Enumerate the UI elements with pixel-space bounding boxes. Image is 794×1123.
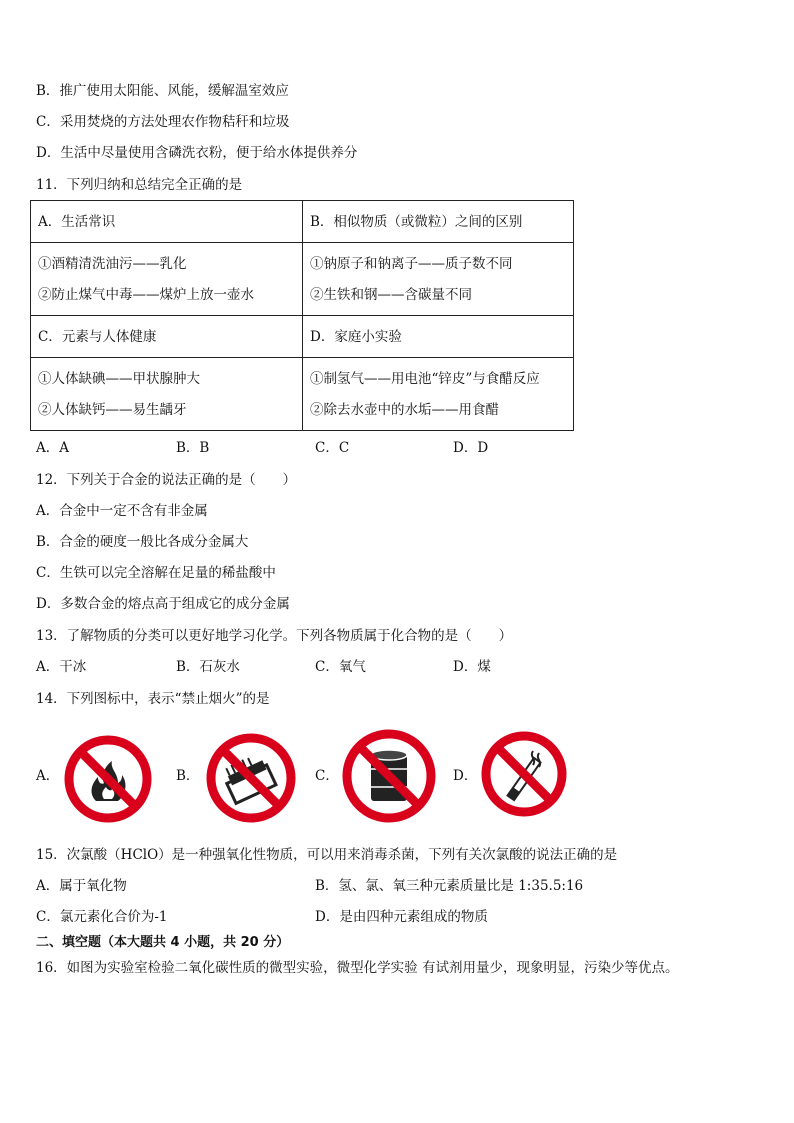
q11-stem: 11．下列归纳和总结完全正确的是 xyxy=(36,177,243,193)
q11-cell-a-head: A．生活常识 xyxy=(31,201,303,243)
q11-b-line2: ②生铁和钢——含碳量不同 xyxy=(310,286,472,303)
q10-option-c: C．采用焚烧的方法处理农作物秸秆和垃圾 xyxy=(36,114,290,130)
q15-option-a: A．属于氧化物 xyxy=(36,878,127,894)
q11-a-line1: ①酒精清洗油污——乳化 xyxy=(38,255,187,272)
q13-stem: 13．了解物质的分类可以更好地学习化学。下列各物质属于化合物的是（ ） xyxy=(36,628,513,644)
no-smoking-icon xyxy=(479,729,569,819)
q11-a-line2: ②防止煤气中毒——煤炉上放一壶水 xyxy=(38,286,254,303)
section-heading: 二、填空题（本大题共 4 小题，共 20 分） xyxy=(36,935,290,950)
q11-cell-d-head: D．家庭小实验 xyxy=(303,316,574,358)
q11-c-line2: ②人体缺钙——易生龋牙 xyxy=(38,401,187,418)
q11-d-line1: ①制氢气——用电池“锌皮”与食醋反应 xyxy=(310,370,540,387)
q13-option-c: C．氧气 xyxy=(315,659,366,675)
q14-option-b-label: B． xyxy=(176,768,200,784)
q14-option-d-label: D． xyxy=(453,768,478,784)
q11-option-a: A．A xyxy=(36,440,69,456)
q16-stem: 16．如图为实验室检验二氧化碳性质的微型实验，微型化学实验 有试剂用量少，现象明显，污染少等优点。 xyxy=(36,960,679,976)
q15-option-b: B．氢、氯、氧三种元素质量比是 1:35.5:16 xyxy=(315,878,584,894)
q11-option-b: B．B xyxy=(176,440,210,456)
q11-b-line1: ①钠原子和钠离子——质子数不同 xyxy=(310,255,513,272)
no-open-flame-icon xyxy=(62,733,154,825)
q10-option-b: B．推广使用太阳能、风能，缓解温室效应 xyxy=(36,83,289,99)
q11-d-line2: ②除去水壶中的水垢——用食醋 xyxy=(310,401,499,418)
q15-option-c: C．氯元素化合价为-1 xyxy=(36,909,168,925)
q12-option-c: C．生铁可以完全溶解在足量的稀盐酸中 xyxy=(36,565,276,581)
q12-option-b: B．合金的硬度一般比各成分金属大 xyxy=(36,534,249,550)
q13-option-a: A．干冰 xyxy=(36,659,87,675)
q13-option-d: D．煤 xyxy=(453,659,491,675)
q11-cell-c-head: C．元素与人体健康 xyxy=(31,316,303,358)
q11-cell-b-body xyxy=(303,243,574,316)
q11-table xyxy=(30,200,574,431)
q11-option-c: C．C xyxy=(315,440,350,456)
q14-stem: 14．下列图标中，表示“禁止烟火”的是 xyxy=(36,691,270,707)
q14-option-c-label: C． xyxy=(315,768,339,784)
q11-c-line1: ①人体缺碘——甲状腺肿大 xyxy=(38,370,200,387)
q11-cell-a-body xyxy=(31,243,303,316)
q12-option-a: A．合金中一定不含有非金属 xyxy=(36,503,208,519)
q15-option-d: D．是由四种元素组成的物质 xyxy=(315,909,488,925)
q12-option-d: D．多数合金的熔点高于组成它的成分金属 xyxy=(36,596,290,612)
q13-option-b: B．石灰水 xyxy=(176,659,240,675)
q15-stem: 15．次氯酸（HClO）是一种强氧化性物质，可以用来消毒杀菌，下列有关次氯酸的说法正确的是 xyxy=(36,847,618,863)
q11-cell-d-body xyxy=(303,358,574,431)
q10-option-d: D．生活中尽量使用含磷洗衣粉，便于给水体提供养分 xyxy=(36,145,358,161)
q12-stem: 12．下列关于合金的说法正确的是（ ） xyxy=(36,472,297,488)
no-matches-icon xyxy=(204,731,298,825)
no-oil-drum-icon xyxy=(340,727,438,825)
q11-option-d: D．D xyxy=(453,440,489,456)
q11-cell-b-head: B．相似物质（或微粒）之间的区别 xyxy=(303,201,574,243)
q11-cell-c-body xyxy=(31,358,303,431)
q14-option-a-label: A． xyxy=(36,768,60,784)
